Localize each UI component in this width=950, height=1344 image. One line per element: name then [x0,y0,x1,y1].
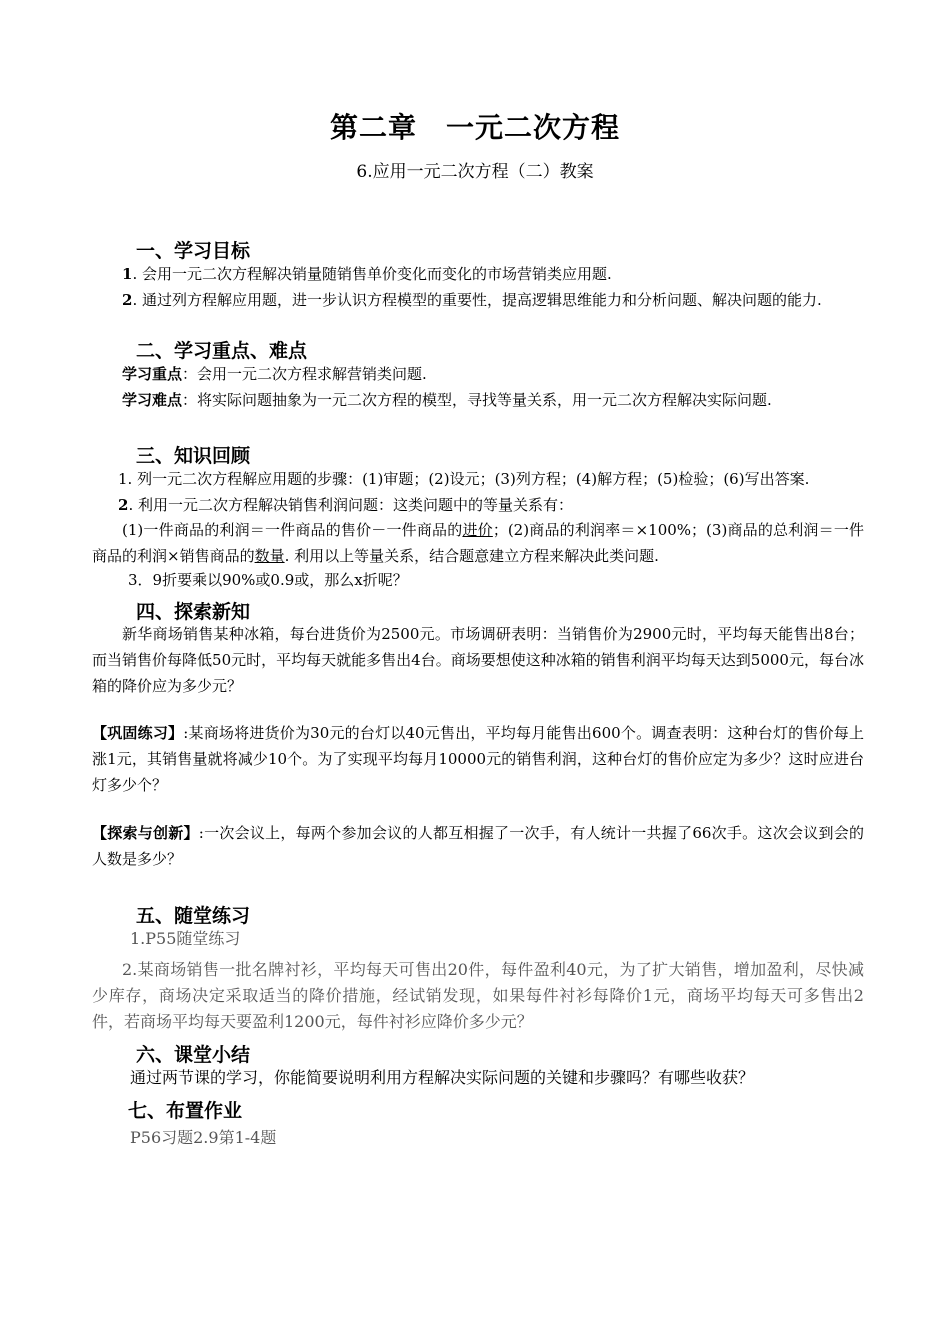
s1-item-2-text: . 通过列方程解应用题，进一步认识方程模型的重要性，提高逻辑思维能力和分析问题、解决问题的能力. [132,291,822,309]
key-points-label: 学习重点 [122,365,183,383]
review-line-2-number: 2 [118,496,129,514]
key-points-text: ：会用一元二次方程求解营销类问题. [182,365,427,383]
practice-problem [92,720,864,798]
s1-item-1 [92,261,864,287]
practice-text: :某商场将进货价为30元的台灯以40元售出，平均每月能售出600个。调查表明：这种台灯的售价每上涨1元，其销售量就将减少10个。为了实现平均每月10000元的销售利润，这种台灯的售价应定为多少？这时应进台灯多少个？ [92,724,864,794]
chapter-title: 第二章 一元二次方程 [329,111,620,144]
section-1-heading: 一、学习目标 [136,240,251,262]
review-line-2 [118,492,870,518]
s1-item-1-text: . 会用一元二次方程解决销量随销售单价变化而变化的市场营销类应用题. [132,265,612,283]
practice-line-1: 1.P55随堂练习 [130,929,241,948]
review-line-4: 3．9折要乘以90%或0.9或，那么x折呢？ [128,571,408,589]
practice-label: 【巩固练习】 [92,724,184,742]
review-line-3-c: . 利用以上等量关系，结合题意建立方程来解决此类问题. [284,547,659,565]
section-5-heading: 五、随堂练习 [136,905,251,927]
review-line-3-quantity: 数量 [254,547,285,565]
review-line-1: 1. 列一元二次方程解应用题的步骤：(1)审题；(2)设元；(3)列方程；(4)解方程；(5)检验；(6)写出答案. [118,470,810,488]
review-line-3-cost: 进价 [462,521,493,539]
s1-item-2 [92,287,864,313]
difficult-points-text: ：将实际问题抽象为一元二次方程的模型，寻找等量关系，用一元二次方程解决实际问题. [182,391,772,409]
homework-line: P56习题2.9第1-4题 [130,1128,277,1147]
review-line-2-text: . 利用一元二次方程解决销售利润问题：这类问题中的等量关系有： [128,496,573,514]
section-4-heading: 四、探索新知 [136,601,251,623]
key-points [122,361,872,387]
s1-item-1-number: 1 [122,265,133,283]
difficult-points-label: 学习难点 [122,391,183,409]
summary-line: 通过两节课的学习，你能简要说明利用方程解决实际问题的关键和步骤吗？有哪些收获？ [130,1068,755,1087]
innovation-text: :一次会议上，每两个参加会议的人都互相握了一次手，有人统计一共握了66次手。这次会议到会的人数是多少？ [92,824,864,868]
innovation-label: 【探索与创新】 [92,824,199,842]
section-2-heading: 二、学习重点、难点 [136,340,308,362]
difficult-points [122,387,872,413]
practice-line-2: 2.某商场销售一批名牌衬衫，平均每天可售出20件，每件盈利40元，为了扩大销售，增加盈利，尽快减少库存，商场决定采取适当的降价措施，经试销发现，如果每件衬衫每降价1元，商场平均每天可多售出2件，若商场平均每天要盈利1200元，每件衬衫应降价多少元？ [92,960,864,1031]
section-6-heading: 六、课堂小结 [136,1044,251,1066]
section-7-heading: 七、布置作业 [128,1100,243,1122]
review-line-3-b: ；(2)商品的利润率＝×100%；(3)商品的总利润＝一件商品的利润×销售商品的 [92,521,865,565]
s1-item-2-number: 2 [122,291,133,309]
lesson-subtitle: 6.应用一元二次方程（二）教案 [356,162,594,182]
section-3-heading: 三、知识回顾 [136,445,251,467]
innovation-problem [92,820,864,872]
review-line-3-a: (1)一件商品的利润＝一件商品的售价－一件商品的 [122,521,463,539]
explore-problem: 新华商场销售某种冰箱，每台进货价为2500元。市场调研表明：当销售价为2900元时，平均每天能售出8台；而当销售价每降低50元时，平均每天就能多售出4台。商场要想使这种冰箱的销售利润平均每天达到5000元，每台冰箱的降价应为多少元？ [92,625,864,695]
review-line-3 [92,517,864,569]
